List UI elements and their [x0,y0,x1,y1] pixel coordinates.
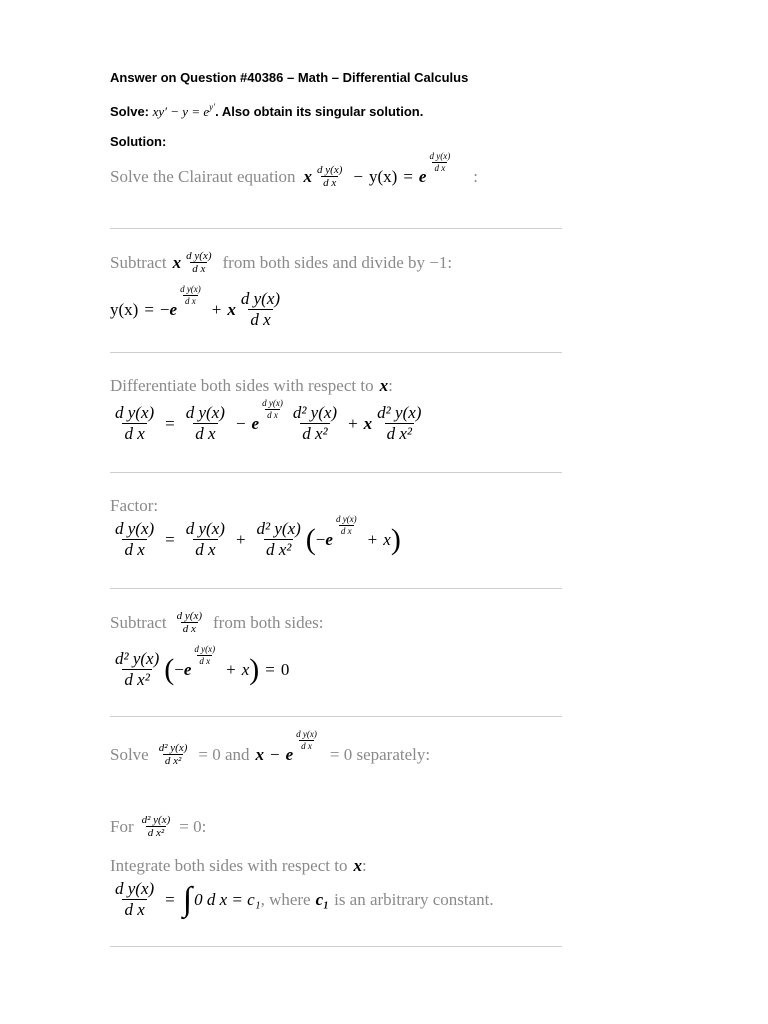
fraction-denominator: d x [124,539,145,559]
step-solve-separately [110,729,431,768]
minus-operator: − [270,744,280,764]
fraction-denominator: d x [195,423,216,443]
step-clairaut-text: Solve the Clairaut equation [110,166,296,186]
step-factor-equation [110,514,401,559]
second-derivative-fraction [375,404,423,443]
derivative-fraction [239,290,282,329]
x-symbol: x [353,856,362,875]
problem-exponent: y′ [209,102,216,112]
fraction-denominator: d x² [265,539,292,559]
e-symbol: e [418,166,427,186]
equals-operator: = [144,299,154,319]
equals-operator: = [265,659,275,679]
e-symbol: e [285,744,294,764]
step-subtract-derivative [110,610,324,636]
derivative-fraction [184,520,227,559]
step-integrate-text: Integrate both sides with respect to [110,856,348,875]
y-function: y(x) [368,166,398,186]
fraction-numerator: d y(x) [180,284,201,294]
step-subtract-derivative-text-b: from both sides: [213,612,324,632]
separator [110,588,562,589]
derivative-fraction [184,404,227,443]
punctuation: : [388,376,393,395]
step-differentiate-text: Differentiate both sides with respect to [110,376,374,395]
step-solve-text-b: = 0 and [198,744,250,764]
minus-operator: − [353,166,363,186]
fraction-denominator: d x [182,623,196,636]
problem-suffix: . Also obtain its singular solution. [215,104,424,119]
fraction-numerator: d y(x) [317,164,343,176]
step-solve-text-a: Solve [110,744,149,764]
second-derivative-fraction [157,742,190,768]
punctuation: : [473,166,478,186]
separator [110,472,562,473]
plus-operator: + [211,299,222,319]
right-paren: ) [390,522,401,556]
step-factor-text: Factor: [110,496,159,515]
equals-operator: = [165,413,175,433]
e-symbol: e [183,659,192,679]
x-symbol: x [227,299,236,319]
plus-operator: + [226,659,236,679]
punctuation: : [361,856,367,875]
step-subtract [110,250,452,276]
plus-operator: + [348,413,358,433]
step-integrate-text-c: is an arbitrary constant. [334,889,494,909]
left-paren: ( [164,652,175,686]
step-integrate-equation [110,880,494,919]
fraction-numerator: d y(x) [335,514,357,524]
left-paren: ( [305,522,316,556]
fraction-numerator: d y(x) [176,610,202,622]
x-symbol: x [303,166,313,186]
equals-operator: = [165,889,175,909]
step-subtract-equation [110,284,285,329]
fraction-denominator: d x [192,263,206,276]
equals-operator: = [403,166,413,186]
second-derivative-fraction [113,650,161,689]
fraction-denominator: d x [340,525,352,536]
exponent-fraction [192,645,217,666]
step-factor [110,496,158,516]
fraction-numerator: d y(x) [262,398,283,408]
exponent-fraction [178,285,203,306]
step-differentiate-equation [110,398,426,443]
fraction-denominator: d x² [302,423,328,443]
step-clairaut [110,151,478,190]
step-for-text: For [110,816,134,836]
step-solve-text-c: = 0 separately: [329,744,431,764]
derivative-fraction [113,520,156,559]
fraction-numerator: d² y(x) [141,814,171,826]
derivative-fraction [184,250,213,276]
e-symbol: e [251,413,260,433]
step-differentiate [110,376,393,396]
integral-body: 0 d x = c₁ [194,889,261,909]
fraction-numerator: d y(x) [185,519,225,538]
separator [110,716,562,717]
second-derivative-fraction [291,404,339,443]
step-subtract-text-b: from both sides and divide by −1: [222,252,453,272]
exponent-fraction [260,399,285,420]
second-derivative-fraction [140,814,173,840]
fraction-denominator: d x [185,295,196,306]
second-derivative-fraction [255,520,303,559]
solution-label: Solution: [110,134,167,149]
fraction-denominator: d x [195,539,216,559]
zero-value: 0 [280,659,290,679]
exponent-fraction [334,515,359,536]
plus-operator: + [367,529,378,549]
fraction-numerator: d y(x) [115,519,155,538]
fraction-numerator: d y(x) [185,403,225,422]
fraction-denominator: d x² [386,423,412,443]
minus-sign: − [315,529,326,549]
fraction-numerator: d y(x) [115,403,155,422]
plus-operator: + [235,529,246,549]
step-subtract-text-a: Subtract [110,252,167,272]
document-title: Answer on Question #40386 – Math – Differential Calculus [110,70,469,85]
step-for-eq: = 0: [179,816,207,836]
fraction-denominator: d x [267,409,278,420]
fraction-numerator: d y(x) [115,879,155,898]
x-symbol: x [172,252,182,272]
x-symbol: x [255,744,265,764]
separator [110,352,562,353]
e-symbol: e [169,299,178,319]
problem-equation: xy′ − y = e [152,104,210,119]
fraction-denominator: d x² [164,755,182,768]
fraction-denominator: d x² [147,827,165,840]
x-symbol: x [383,529,391,549]
derivative-fraction [175,610,204,636]
fraction-denominator: d x [434,163,446,174]
fraction-numerator: d y(x) [429,151,451,162]
fraction-denominator: d x [199,655,211,666]
constant-c1: c₁ [315,889,330,909]
fraction-numerator: d y(x) [296,729,317,740]
minus-sign: − [159,299,170,319]
fraction-denominator: d x [124,899,145,919]
e-symbol: e [325,529,333,549]
derivative-fraction [315,164,344,190]
x-symbol: x [363,413,373,433]
fraction-numerator: d² y(x) [292,403,338,422]
exponent-fraction [427,152,452,173]
fraction-numerator: d y(x) [194,644,216,654]
step-integrate-text-b: , where [260,889,311,909]
fraction-denominator: d x [124,423,145,443]
fraction-numerator: d² y(x) [115,649,160,668]
separator [110,228,562,229]
x-symbol: x [379,376,389,395]
step-integrate [110,856,367,876]
step-subtract-derivative-equation [110,644,290,689]
separator [110,946,562,947]
integral-sign: ∫ [182,880,193,918]
fraction-numerator: d² y(x) [377,403,422,422]
right-paren: ) [249,652,260,686]
derivative-fraction [113,880,156,919]
minus-operator: − [235,413,246,433]
equals-operator: = [165,529,175,549]
exponent-fraction [294,730,319,751]
fraction-numerator: d² y(x) [158,742,188,754]
fraction-denominator: d x [323,177,337,190]
fraction-numerator: d² y(x) [256,519,301,538]
minus-sign: − [174,659,184,679]
step-for-case [110,814,206,840]
solve-label: Solve: [110,104,150,119]
fraction-numerator: d y(x) [186,250,212,262]
y-function: y(x) [110,299,139,319]
fraction-denominator: d x [250,309,271,329]
fraction-denominator: d x [301,741,312,752]
problem-statement [110,104,423,120]
x-symbol: x [241,659,250,679]
fraction-numerator: d y(x) [240,289,281,308]
step-subtract-derivative-text-a: Subtract [110,612,167,632]
fraction-denominator: d x² [124,669,150,689]
derivative-fraction [113,404,156,443]
